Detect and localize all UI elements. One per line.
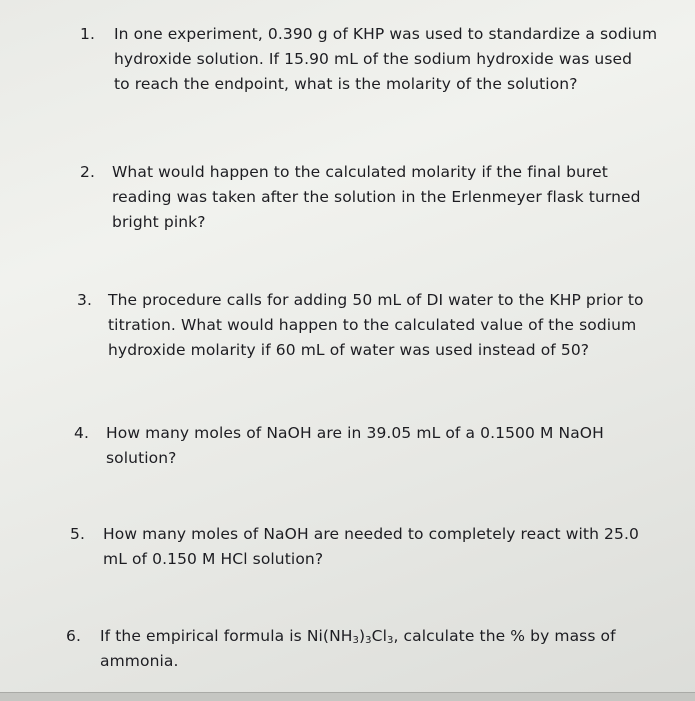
- question-6: [66, 624, 666, 679]
- question-number: 3.: [77, 291, 92, 309]
- question-line: The procedure calls for adding 50 mL of DI water to the KHP prior to: [108, 291, 644, 309]
- question-line: How many moles of NaOH are needed to completely react with 25.0: [103, 525, 639, 543]
- question-text: [108, 288, 644, 363]
- question-line: mL of 0.150 M HCl solution?: [103, 550, 324, 568]
- question-line: If the empirical formula is $Ni(NH_3)_3Cl_3$, calculate the % by mass of: [100, 627, 616, 646]
- question-line: bright pink?: [112, 213, 206, 231]
- question-line: hydroxide molarity if 60 mL of water was used instead of 50?: [108, 341, 590, 359]
- question-2: [80, 160, 680, 240]
- question-text: [100, 624, 616, 674]
- question-line: How many moles of NaOH are in 39.05 mL of a 0.1500 M NaOH: [106, 424, 604, 442]
- question-number: 6.: [66, 627, 81, 645]
- question-line: What would happen to the calculated molarity if the final buret: [112, 163, 608, 181]
- question-line: In one experiment, 0.390 g of KHP was used to standardize a sodium: [114, 25, 658, 43]
- question-line: solution?: [106, 449, 177, 467]
- question-number: 5.: [70, 525, 85, 543]
- question-line: to reach the endpoint, what is the molarity of the solution?: [114, 75, 578, 93]
- question-3: [77, 288, 687, 368]
- question-text: [103, 522, 639, 572]
- question-number: 4.: [74, 424, 89, 442]
- question-text: [112, 160, 641, 235]
- question-number: 2.: [80, 163, 95, 181]
- question-5: [70, 522, 685, 577]
- question-text: [106, 421, 604, 471]
- question-1: [80, 22, 680, 102]
- question-line: ammonia.: [100, 652, 179, 670]
- question-4: [74, 421, 674, 476]
- question-number: 1.: [80, 25, 95, 43]
- question-line: titration. What would happen to the calculated value of the sodium: [108, 316, 637, 334]
- question-text: [114, 22, 657, 97]
- question-line: reading was taken after the solution in the Erlenmeyer flask turned: [112, 188, 641, 206]
- question-line: hydroxide solution. If 15.90 mL of the sodium hydroxide was used: [114, 50, 633, 68]
